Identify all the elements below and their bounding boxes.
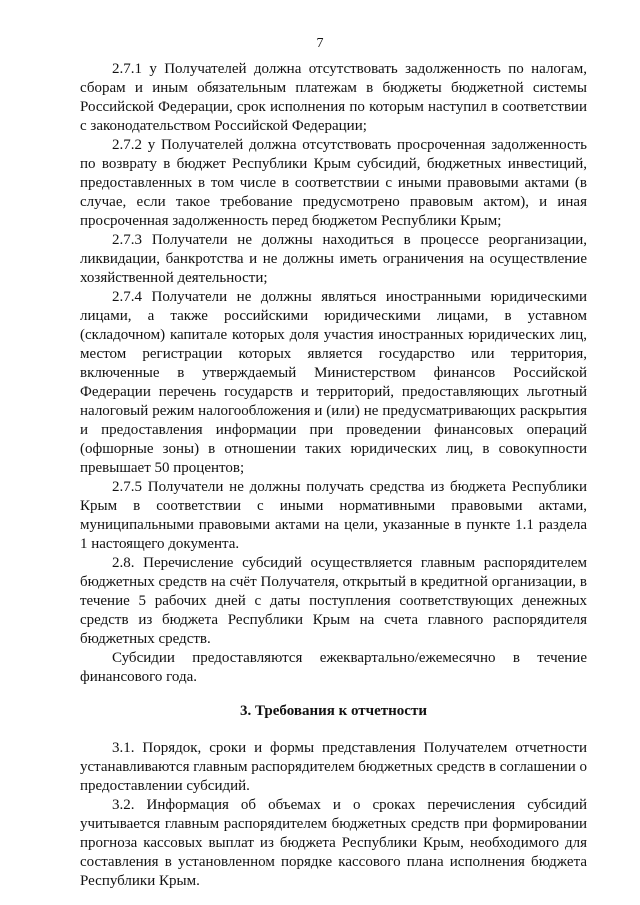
- paragraph-2-8: 2.8. Перечисление субсидий осуществляется главным распорядителем бюджетных средств на счёт Получателя, открытый в кредитной организации, в течение 5 рабочих дней с даты поступления соответствующих денежных средств из бюджета Республики Крым на счета главного распорядителя бюджетных средств.: [80, 555, 587, 647]
- paragraph-2-7-3: 2.7.3 Получатели не должны находиться в процессе реорганизации, ликвидации, банкротства и не должны иметь ограничения на осуществление хозяйственной деятельности;: [80, 232, 587, 286]
- paragraph-2-7-4: 2.7.4 Получатели не должны являться иностранными юридическими лицами, а также российскими юридическими лицами, в уставном (складочном) капитале которых доля участия иностранных юридических лиц, местом регистрации которых является государство или территория, включенные в утверждаемый Министерством финансов Российской Федерации перечень государств и территорий, предоставляющих льготный налоговый режим налогообложения и (или) не предусматривающих раскрытия и предоставления информации при проведении финансовых операций (офшорные зоны) в отношении таких юридических лиц, в совокупности превышает 50 процентов;: [80, 289, 587, 476]
- section-title: 3. Требования к отчетности: [240, 703, 427, 719]
- document-body: [80, 60, 587, 891]
- paragraph-2-7-1: 2.7.1 у Получателей должна отсутствовать задолженность по налогам, сборам и иным обязательным платежам в бюджеты бюджетной системы Российской Федерации, срок исполнения по которым наступил в соответствии с законодательством Российской Федерации;: [80, 61, 587, 134]
- paragraph-subsidies-schedule: Субсидии предоставляются ежеквартально/ежемесячно в течение финансового года.: [80, 650, 587, 685]
- page-number: 7: [316, 36, 324, 51]
- paragraph-3-1: 3.1. Порядок, сроки и формы представления Получателем отчетности устанавливаются главным распорядителем бюджетных средств в соглашении о предоставлении субсидий.: [80, 740, 587, 794]
- paragraph-3-2: 3.2. Информация об объемах и о сроках перечисления субсидий учитывается главным распорядителем бюджетных средств при формировании прогноза кассовых выплат из бюджета Республики Крым, необходимого для составления в установленном порядке кассового плана исполнения бюджета Республики Крым.: [80, 797, 587, 889]
- paragraph-2-7-5: 2.7.5 Получатели не должны получать средства из бюджета Республики Крым в соответствии с иными нормативными правовыми актами, муниципальными правовыми актами на цели, указанные в пункте 1.1 раздела 1 настоящего документа.: [80, 479, 587, 552]
- paragraph-2-7-2: 2.7.2 у Получателей должна отсутствовать просроченная задолженность по возврату в бюджет Республики Крым субсидий, бюджетных инвестиций, предоставленных в том числе в соответствии с иными правовыми актами (в случае, если такое требование предусмотрено правовым актом), и иная просроченная задолженность перед бюджетом Республики Крым;: [80, 137, 587, 229]
